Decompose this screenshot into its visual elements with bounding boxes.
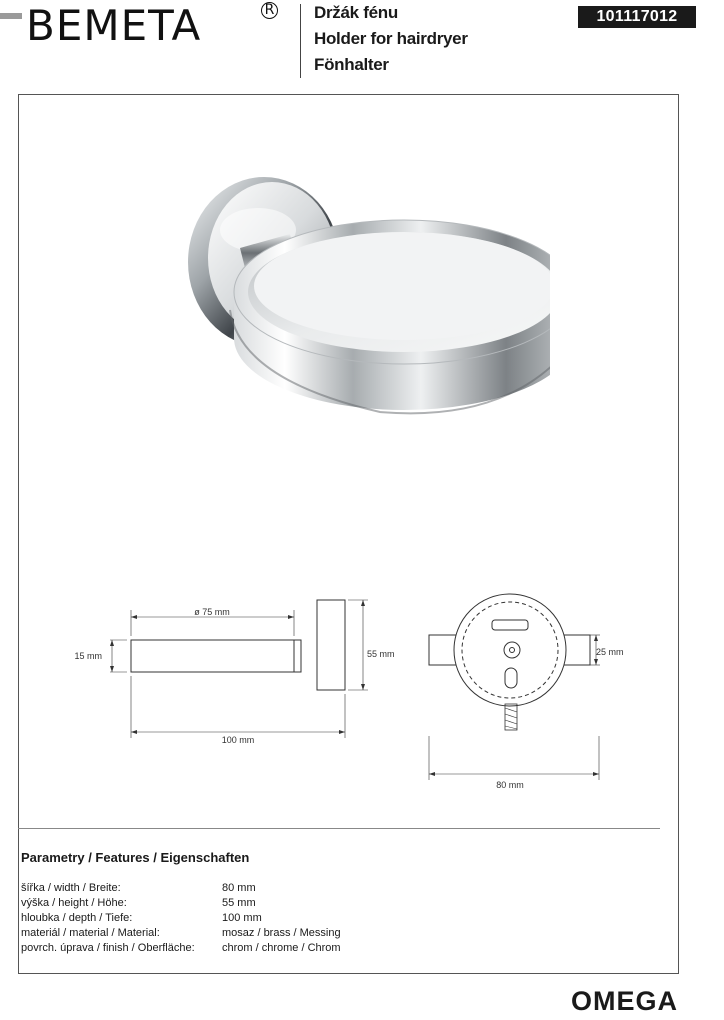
plate-height-label: 25 mm <box>596 647 624 657</box>
parameters-heading: Parametry / Features / Eigenschaften <box>21 850 250 865</box>
param-row-height <box>21 896 421 911</box>
product-code-badge: 101117012 <box>578 6 696 28</box>
param-value: chrom / chrome / Chrom <box>222 942 341 954</box>
technical-drawing <box>50 580 670 810</box>
param-row-depth <box>21 911 421 926</box>
side-view-arm <box>131 640 301 672</box>
height-label: 55 mm <box>367 649 395 659</box>
product-photo <box>170 160 550 440</box>
param-value: 80 mm <box>222 882 256 894</box>
param-label: hloubka / depth / Tiefe: <box>21 912 133 924</box>
param-value: 100 mm <box>222 912 262 924</box>
title-german: Fönhalter <box>314 55 389 74</box>
brand-logo: BEMETA <box>26 1 202 50</box>
diameter-label: ø 75 mm <box>194 607 230 617</box>
title-english: Holder for hairdryer <box>314 29 468 48</box>
section-divider <box>18 828 660 829</box>
width-label: 80 mm <box>496 780 524 790</box>
header-divider <box>300 4 301 78</box>
logo-accent-bar <box>0 13 22 19</box>
param-row-material <box>21 926 421 941</box>
registered-mark: R <box>261 2 278 19</box>
param-value: 55 mm <box>222 897 256 909</box>
param-label: šířka / width / Breite: <box>21 882 121 894</box>
thickness-label: 15 mm <box>74 651 102 661</box>
param-row-width <box>21 881 421 896</box>
depth-label: 100 mm <box>221 735 255 745</box>
param-label: povrch. úprava / finish / Oberfläche: <box>21 942 195 954</box>
param-label: výška / height / Höhe: <box>21 897 127 909</box>
title-czech: Držák fénu <box>314 3 398 22</box>
side-view-plate <box>317 600 345 690</box>
series-name: OMEGA <box>570 986 678 1016</box>
param-label: materiál / material / Material: <box>21 927 160 939</box>
param-row-finish <box>21 941 421 956</box>
param-value: mosaz / brass / Messing <box>222 927 341 939</box>
